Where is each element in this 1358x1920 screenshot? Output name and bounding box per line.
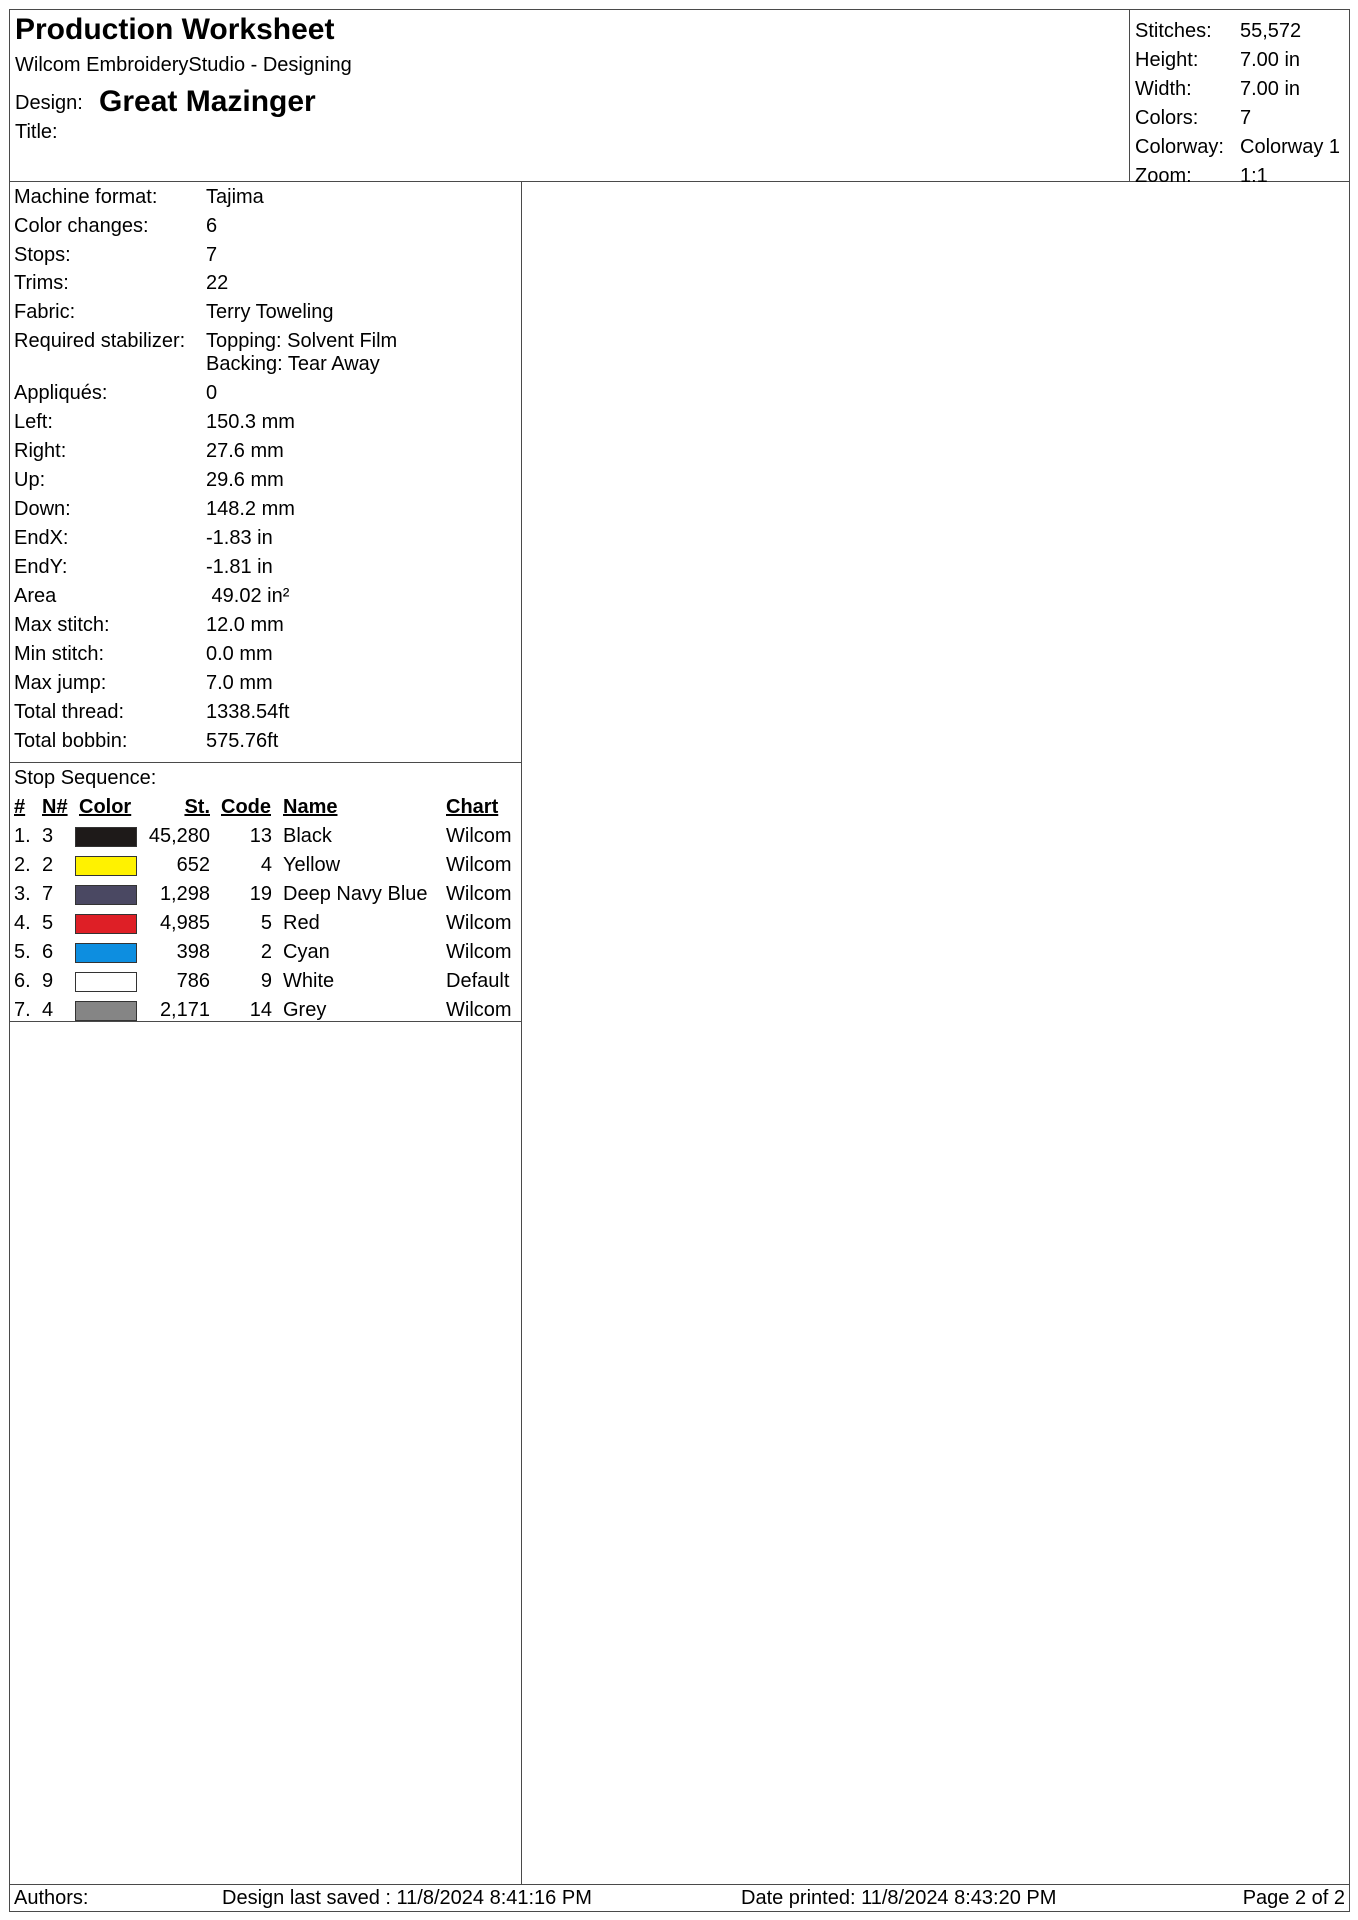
info-label: Total thread: (14, 701, 125, 723)
stat-label: Height: (1135, 49, 1199, 71)
row-code: 4 (260, 854, 272, 876)
info-value: -1.81 in (206, 556, 273, 578)
info-label: Trims: (14, 272, 69, 294)
info-value: 7.0 mm (206, 672, 273, 694)
col-header-chart: Chart (446, 796, 499, 818)
info-value: Terry Toweling (206, 301, 334, 323)
color-swatch (75, 943, 137, 963)
info-value: 1338.54ft (206, 701, 290, 723)
stats-box (1129, 10, 1349, 187)
row-number: 4. (14, 912, 31, 934)
row-thread-name: Cyan (283, 941, 330, 963)
color-swatch (75, 972, 137, 992)
row-stitches: 4,985 (159, 912, 210, 934)
design-label: Design: (15, 92, 83, 114)
info-stabilizer-backing: Backing: Tear Away (206, 353, 380, 375)
row-needle: 9 (42, 970, 54, 992)
info-label: Required stabilizer: (14, 330, 186, 352)
section-divider (10, 1021, 521, 1022)
row-chart: Wilcom (446, 854, 512, 876)
col-header-code: Code (221, 796, 271, 818)
info-label: Machine format: (14, 186, 158, 208)
stat-value: 7 (1240, 107, 1252, 129)
info-label: Min stitch: (14, 643, 105, 665)
row-needle: 3 (42, 825, 54, 847)
info-label: EndX: (14, 527, 69, 549)
row-thread-name: Deep Navy Blue (283, 883, 428, 905)
row-code: 9 (260, 970, 272, 992)
col-header-name: Name (283, 796, 338, 818)
row-code: 2 (260, 941, 272, 963)
design-info-panel (10, 182, 522, 1884)
title-label: Title: (15, 121, 58, 143)
row-number: 7. (14, 999, 31, 1021)
row-needle: 7 (42, 883, 54, 905)
info-value: -1.83 in (206, 527, 273, 549)
row-number: 6. (14, 970, 31, 992)
row-code: 14 (249, 999, 272, 1021)
info-value: 150.3 mm (206, 411, 295, 433)
info-value: 148.2 mm (206, 498, 295, 520)
color-swatch (75, 827, 137, 847)
info-label: Stops: (14, 244, 71, 266)
row-thread-name: Grey (283, 999, 327, 1021)
stop-sequence-label: Stop Sequence: (14, 767, 157, 789)
col-header-num: # (14, 796, 26, 818)
design-preview-area (523, 182, 1349, 1884)
row-stitches: 2,171 (159, 999, 210, 1021)
info-label: Max stitch: (14, 614, 110, 636)
info-label: Up: (14, 469, 46, 491)
section-divider (10, 762, 521, 763)
info-value: 0 (206, 382, 218, 404)
row-stitches: 786 (176, 970, 210, 992)
worksheet-title: Production Worksheet (15, 13, 335, 46)
col-header-needle: N# (42, 796, 68, 818)
row-thread-name: Black (283, 825, 332, 847)
header-info (15, 10, 1115, 182)
row-chart: Wilcom (446, 825, 512, 847)
design-name: Great Mazinger (99, 85, 316, 118)
row-stitches: 652 (176, 854, 210, 876)
info-value: 6 (206, 215, 218, 237)
info-value: 29.6 mm (206, 469, 284, 491)
row-number: 3. (14, 883, 31, 905)
stat-label: Colors: (1135, 107, 1199, 129)
info-value: Tajima (206, 186, 264, 208)
worksheet-header (10, 10, 1349, 187)
row-chart: Wilcom (446, 883, 512, 905)
info-value: 22 (206, 272, 229, 294)
color-swatch (75, 856, 137, 876)
row-needle: 4 (42, 999, 54, 1021)
row-stitches: 398 (176, 941, 210, 963)
row-code: 19 (249, 883, 272, 905)
row-thread-name: White (283, 970, 335, 992)
stat-label: Width: (1135, 78, 1192, 100)
row-chart: Default (446, 970, 510, 992)
col-header-stitches: St. (184, 796, 210, 818)
info-value: 49.02 in² (206, 585, 290, 607)
row-needle: 2 (42, 854, 54, 876)
row-needle: 6 (42, 941, 54, 963)
row-number: 1. (14, 825, 31, 847)
row-code: 13 (249, 825, 272, 847)
stat-label: Zoom: (1135, 165, 1192, 187)
info-label: Right: (14, 440, 67, 462)
info-label: Down: (14, 498, 71, 520)
row-chart: Wilcom (446, 999, 512, 1021)
row-number: 2. (14, 854, 31, 876)
row-stitches: 1,298 (159, 883, 210, 905)
col-header-color: Color (79, 796, 132, 818)
info-label: Color changes: (14, 215, 149, 237)
stat-label: Stitches: (1135, 20, 1212, 42)
color-swatch (75, 1001, 137, 1021)
stat-value: 7.00 in (1240, 78, 1301, 100)
info-value: Topping: Solvent Film (206, 330, 398, 352)
color-swatch (75, 885, 137, 905)
footer-last-saved: Design last saved : 11/8/2024 8:41:16 PM (222, 1887, 592, 1909)
info-value: 0.0 mm (206, 643, 273, 665)
footer-page-number: Page 2 of 2 (1242, 1887, 1345, 1909)
info-label: Left: (14, 411, 53, 433)
row-number: 5. (14, 941, 31, 963)
row-chart: Wilcom (446, 912, 512, 934)
info-label: Area (14, 585, 57, 607)
info-label: Total bobbin: (14, 730, 128, 752)
footer-authors: Authors: (14, 1887, 89, 1909)
software-name: Wilcom EmbroideryStudio - Designing (15, 54, 352, 76)
color-swatch (75, 914, 137, 934)
row-thread-name: Red (283, 912, 320, 934)
info-value: 7 (206, 244, 218, 266)
stat-value: 1:1 (1240, 165, 1268, 187)
info-label: Max jump: (14, 672, 107, 694)
row-needle: 5 (42, 912, 54, 934)
info-label: Appliqués: (14, 382, 108, 404)
stat-value: 7.00 in (1240, 49, 1301, 71)
info-label: Fabric: (14, 301, 76, 323)
production-worksheet (9, 9, 1350, 1912)
worksheet-footer (10, 1884, 1349, 1911)
row-thread-name: Yellow (283, 854, 341, 876)
stat-value: Colorway 1 (1240, 136, 1341, 158)
stat-value: 55,572 (1240, 20, 1302, 42)
row-code: 5 (260, 912, 272, 934)
stat-label: Colorway: (1135, 136, 1224, 158)
info-value: 575.76ft (206, 730, 279, 752)
info-label: EndY: (14, 556, 68, 578)
row-chart: Wilcom (446, 941, 512, 963)
row-stitches: 45,280 (148, 825, 210, 847)
info-value: 12.0 mm (206, 614, 284, 636)
info-value: 27.6 mm (206, 440, 284, 462)
footer-date-printed: Date printed: 11/8/2024 8:43:20 PM (741, 1887, 1057, 1909)
